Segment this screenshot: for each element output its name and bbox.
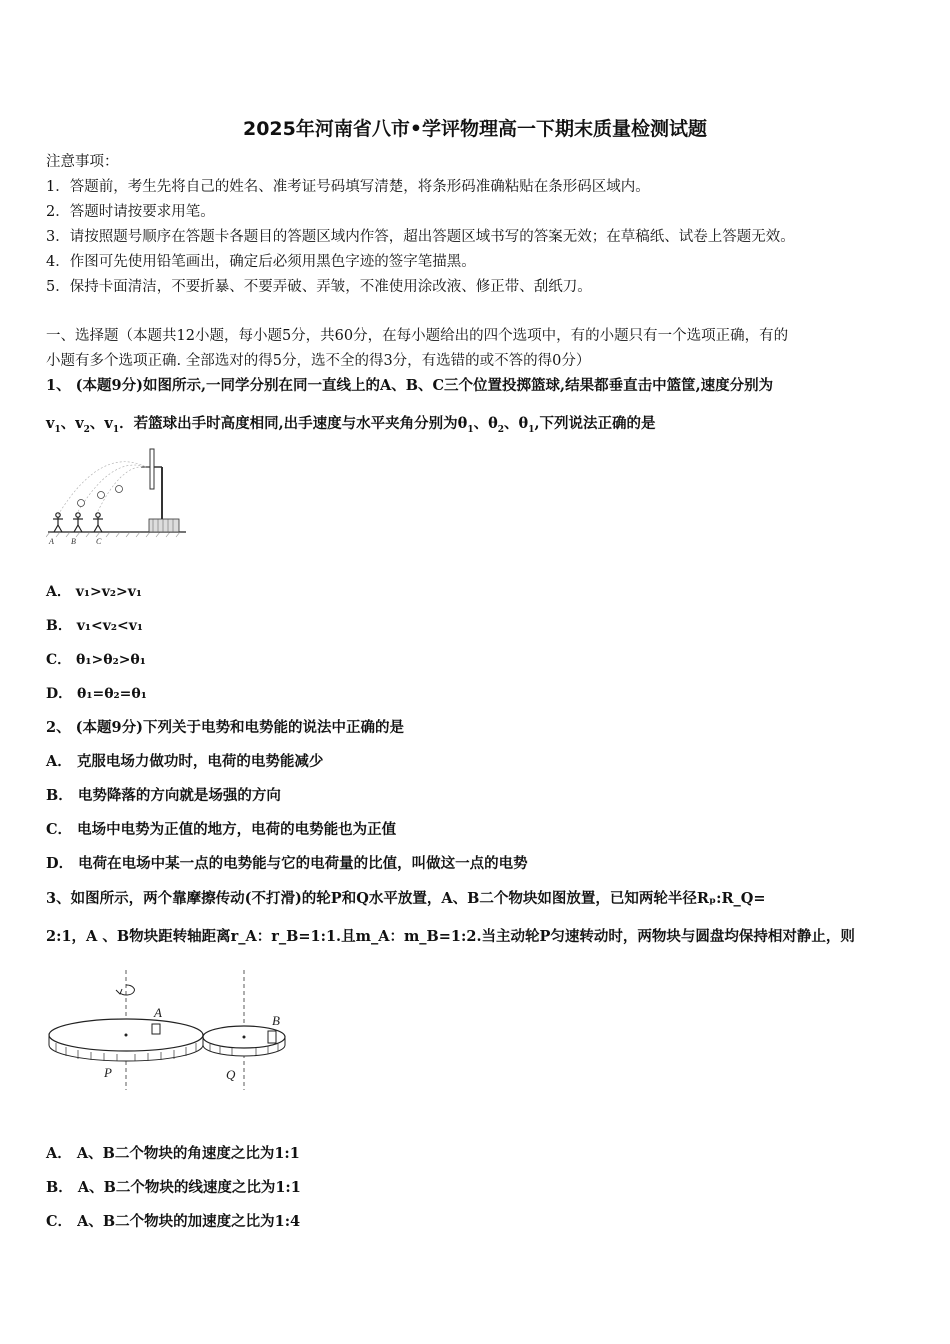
notice-item: 5．保持卡面清洁，不要折暴、不要弄破、弄皱，不准使用涂改液、修正带、刮纸刀。 bbox=[46, 279, 592, 295]
figure-label-c: C bbox=[96, 537, 102, 545]
notice-item: 1．答题前，考生先将自己的姓名、准考证号码填写清楚，将条形码准确粘贴在条形码区域内。 bbox=[46, 179, 650, 195]
q3-option-b: B． A、B二个物块的线速度之比为1:1 bbox=[46, 1179, 301, 1196]
figure-label-p: P bbox=[104, 1065, 112, 1080]
q1-option-a: A． v₁>v₂>v₁ bbox=[46, 584, 143, 600]
question-1-stem-cont: $v_1$、$v_2$、$v_1$．若篮球出手时高度相同,出手速度与水平夹角分别为$\theta_1$、$\theta_2$、$\theta_1$,下列说法正确的是 bbox=[46, 415, 656, 435]
notice-item: 3．请按照题号顺序在答题卡各题目的答题区域内作答，超出答题区域书写的答案无效；在草稿纸、试卷上答题无效。 bbox=[46, 229, 795, 245]
q1-option-b: B． v₁<v₂<v₁ bbox=[46, 618, 143, 634]
section-intro: 小题有多个选项正确. 全部选对的得5分，选不全的得3分，有选错的或不答的得0分） bbox=[46, 353, 591, 369]
q1-option-d: D． θ₁=θ₂=θ₁ bbox=[46, 686, 147, 702]
basketball-figure bbox=[46, 445, 191, 545]
figure-label-q: Q bbox=[226, 1067, 236, 1082]
figure-label-a: A bbox=[154, 1005, 162, 1020]
page-title: 2025年河南省八市•学评物理高一下期末质量检测试题 bbox=[242, 118, 708, 140]
notice-item: 2．答题时请按要求用笔。 bbox=[46, 204, 215, 220]
notice-heading: 注意事项： bbox=[46, 154, 119, 170]
figure-label-b: B bbox=[71, 537, 76, 545]
friction-wheels-figure bbox=[46, 965, 296, 1095]
section-intro: 一、选择题（本题共12小题，每小题5分，共60分，在每小题给出的四个选项中，有的小题只有一个选项正确，有的 bbox=[46, 328, 789, 344]
q3-option-a: A． A、B二个物块的角速度之比为1:1 bbox=[46, 1145, 300, 1162]
q2-option-c: C． 电场中电势为正值的地方，电荷的电势能也为正值 bbox=[46, 821, 397, 838]
question-3-stem-cont: 2:1，A 、B物块距转轴距离r_A：r_B=1:1.且m_A：m_B=1:2.当主动轮P匀速转动时，两物块与圆盘均保持相对静止，则 bbox=[46, 928, 855, 945]
question-2-stem: 2、 (本题9分)下列关于电势和电势能的说法中正确的是 bbox=[46, 719, 404, 736]
q2-option-b: B． 电势降落的方向就是场强的方向 bbox=[46, 787, 281, 804]
q2-option-a: A． 克服电场力做功时，电荷的电势能减少 bbox=[46, 753, 324, 770]
question-1-stem: 1、 (本题9分)如图所示,一同学分别在同一直线上的A、B、C三个位置投掷篮球,结果都垂直击中篮筐,速度分别为 bbox=[46, 377, 774, 394]
question-3-stem: 3、如图所示，两个靠摩擦传动(不打滑)的轮P和Q水平放置，A、B二个物块如图放置，已知两轮半径Rₚ:R_Q= bbox=[46, 890, 766, 907]
q3-option-c: C． A、B二个物块的加速度之比为1:4 bbox=[46, 1213, 301, 1230]
figure-label-a: A bbox=[49, 537, 54, 545]
figure-label-b: B bbox=[272, 1013, 280, 1028]
q1-option-c: C． θ₁>θ₂>θ₁ bbox=[46, 652, 146, 668]
q2-option-d: D． 电荷在电场中某一点的电势能与它的电荷量的比值，叫做这一点的电势 bbox=[46, 855, 528, 872]
notice-item: 4．作图可先使用铅笔画出，确定后必须用黑色字迹的签字笔描黑。 bbox=[46, 254, 476, 270]
